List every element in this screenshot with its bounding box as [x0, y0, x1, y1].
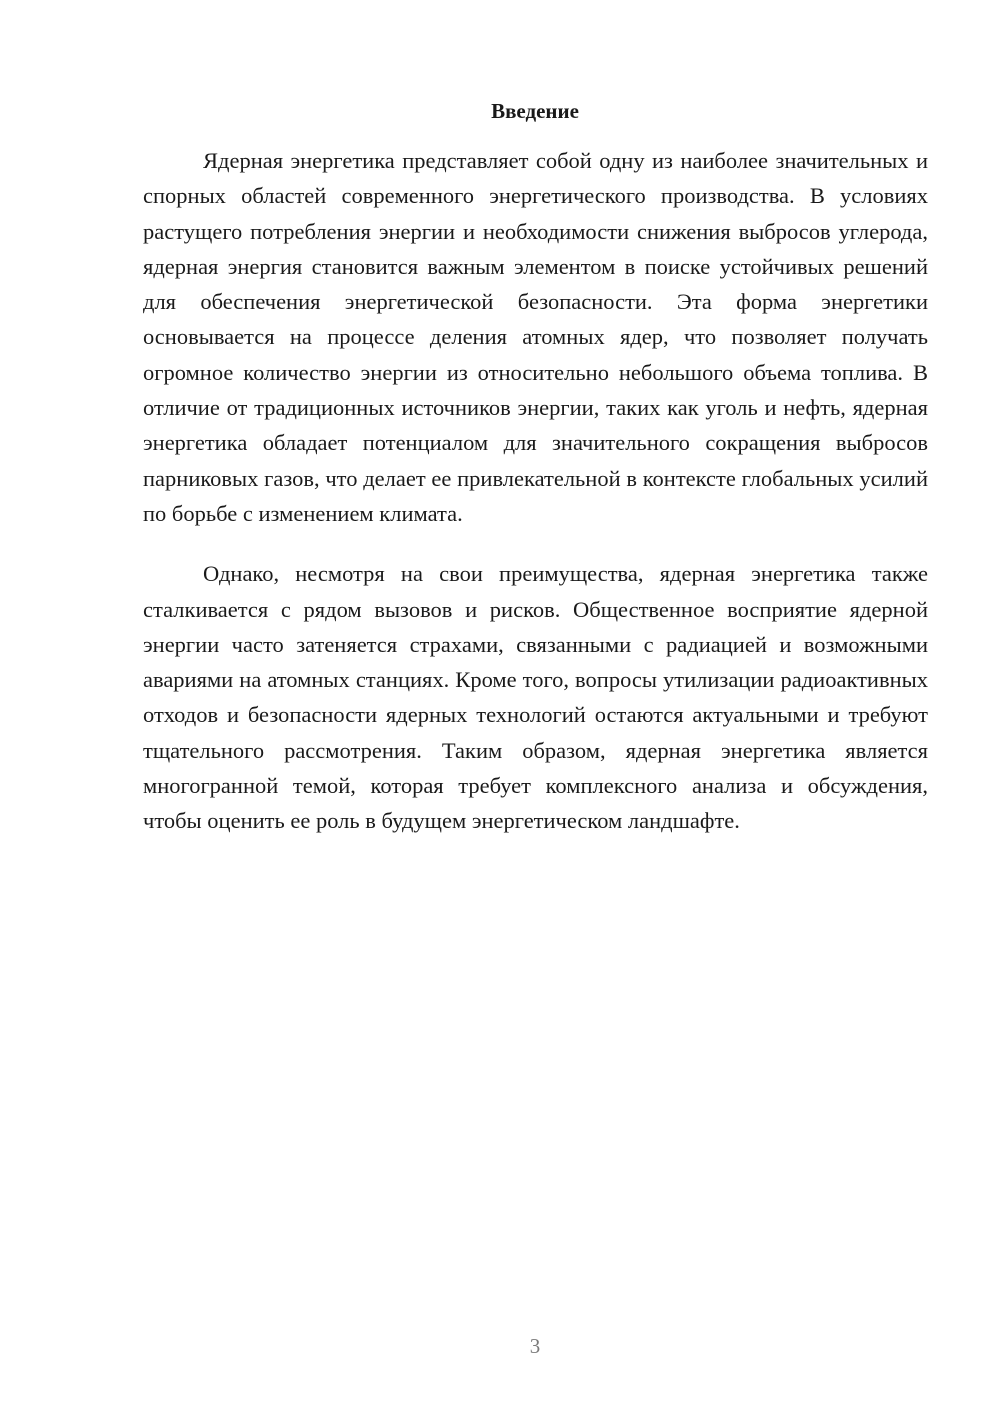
page-number: 3 [529, 1334, 541, 1358]
paragraph: Однако, несмотря на свои преимущества, ядерная энергетика также сталкивается с рядом вызовов и рисков. Общественное восприятие ядерной энергии часто затеняется страхами, связанными с радиацией и возможными авариями на атомных станциях. Кроме того, вопросы утилизации радиоактивных отходов и безопасности ядерных технологий остаются актуальными и требуют тщательного рассмотрения. Таким образом, ядерная энергетика является многогранной темой, которая требует комплексного анализа и обсуждения, чтобы оценить ее роль в будущем энергетическом ландшафте. [143, 561, 928, 834]
paragraph: Ядерная энергетика представляет собой одну из наиболее значительных и спорных областей современного энергетического производства. В условиях растущего потребления энергии и необходимости снижения выбросов углерода, ядерная энергия становится важным элементом в поиске устойчивых решений для обеспечения энергетической безопасности. Эта форма энергетики основывается на процессе деления атомных ядер, что позволяет получать огромное количество энергии из относительно небольшого объема топлива. В отличие от традиционных источников энергии, таких как уголь и нефть, ядерная энергетика обладает потенциалом для значительного сокращения выбросов парниковых газов, что делает ее привлекательной в контексте глобальных усилий по борьбе с изменением климата. [143, 148, 928, 526]
section-heading: Введение [491, 99, 579, 123]
body-text [143, 143, 928, 839]
